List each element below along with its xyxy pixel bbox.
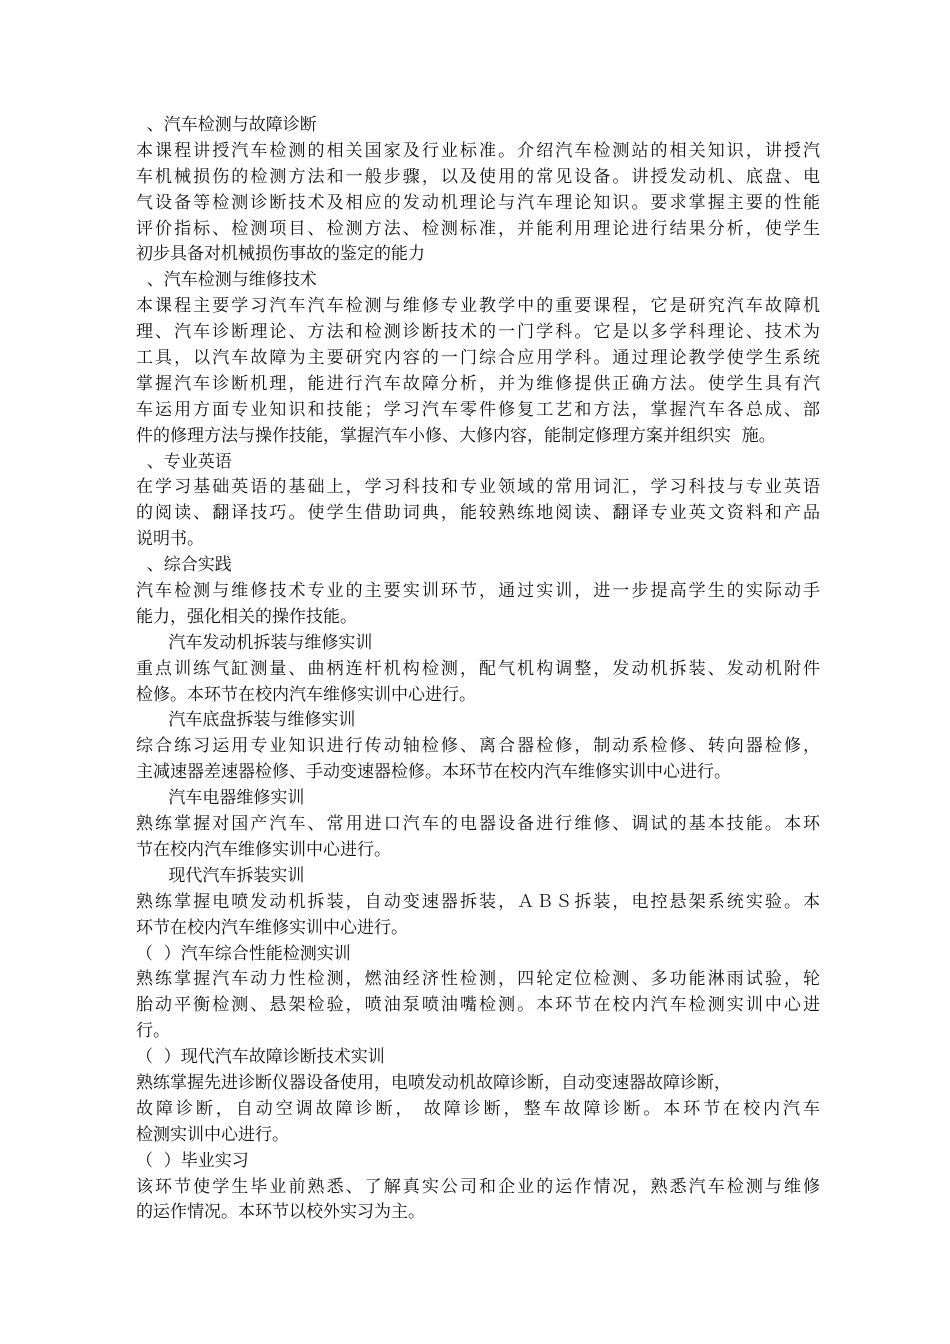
section-heading: 、汽车检测与维修技术 bbox=[136, 270, 317, 291]
paragraph-line: 该环节使学生毕业前熟悉、了解真实公司和企业的运作情况，熟悉汽车检测与维修 bbox=[136, 1176, 820, 1197]
paragraph-line: 熟练掌握电喷发动机拆装，自动变速器拆装，ＡＢＳ拆装，电控悬架系统实验。本 bbox=[136, 891, 820, 912]
paragraph-line: 本课程讲授汽车检测的相关国家及行业标准。介绍汽车检测站的相关知识，讲授汽 bbox=[136, 140, 820, 161]
section-heading: 汽车发动机拆装与维修实训 bbox=[136, 632, 373, 653]
section-heading: 汽车电器维修实训 bbox=[136, 788, 305, 809]
paragraph-line: 的运作情况。本环节以校外实习为主。 bbox=[136, 1202, 425, 1223]
section-heading: （ ）现代汽车故障诊断技术实训 bbox=[136, 1047, 385, 1068]
document-body bbox=[136, 113, 820, 1226]
paragraph-line: 胎动平衡检测、悬架检验，喷油泵喷油嘴检测。本环节在校内汽车检测实训中心进 bbox=[136, 995, 820, 1016]
paragraph-line: 车机械损伤的检测方法和一般步骤，以及使用的常见设备。讲授发动机、底盘、电 bbox=[136, 166, 820, 187]
section bbox=[136, 1149, 820, 1227]
section bbox=[136, 786, 820, 864]
paragraph-line: 件的修理方法与操作技能，掌握汽车小修、大修内容，能制定修理方案并组织实 施。 bbox=[136, 425, 776, 446]
paragraph-line: 掌握汽车诊断机理，能进行汽车故障分析，并为维修提供正确方法。使学生具有汽 bbox=[136, 373, 820, 394]
section bbox=[136, 1045, 820, 1149]
paragraph-line: 熟练掌握先进诊断仪器设备使用，电喷发动机故障诊断，自动变速器故障诊断， bbox=[136, 1072, 731, 1093]
section bbox=[136, 553, 820, 631]
paragraph-line: 行。 bbox=[136, 1021, 170, 1042]
paragraph-line: 重点训练气缸测量、曲柄连杆机构检测，配气机构调整，发动机拆装、发动机附件 bbox=[136, 658, 820, 679]
paragraph-line: 评价指标、检测项目、检测方法、检测标准，并能利用理论进行结果分析，使学生 bbox=[136, 218, 820, 239]
paragraph-line: 气设备等检测诊断技术及相应的发动机理论与汽车理论知识。要求掌握主要的性能 bbox=[136, 192, 820, 213]
paragraph-line: 检修。本环节在校内汽车维修实训中心进行。 bbox=[136, 684, 476, 705]
section bbox=[136, 450, 820, 554]
section-heading: （ ）毕业实习 bbox=[136, 1150, 249, 1171]
paragraph-line: 本课程主要学习汽车汽车检测与维修专业教学中的重要课程，它是研究汽车故障机 bbox=[136, 296, 820, 317]
section bbox=[136, 942, 820, 1046]
section bbox=[136, 631, 820, 709]
section-heading: 、专业英语 bbox=[136, 451, 232, 472]
paragraph-line: 的阅读、翻译技巧。使学生借助词典，能较熟练地阅读、翻译专业英文资料和产品 bbox=[136, 503, 820, 524]
paragraph-line: 在学习基础英语的基础上，学习科技和专业领域的常用词汇，学习科技与专业英语 bbox=[136, 477, 820, 498]
paragraph-line: 综合练习运用专业知识进行传动轴检修、离合器检修，制动系检修、转向器检修， bbox=[136, 736, 820, 757]
paragraph-line: 检测实训中心进行。 bbox=[136, 1124, 289, 1145]
paragraph-line: 主减速器差速器检修、手动变速器检修。本环节在校内汽车维修实训中心进行。 bbox=[136, 762, 731, 783]
section-heading: 现代汽车拆装实训 bbox=[136, 865, 305, 886]
paragraph-line: 车运用方面专业知识和技能；学习汽车零件修复工艺和方法，掌握汽车各总成、部 bbox=[136, 399, 820, 420]
paragraph-line: 环节在校内汽车维修实训中心进行。 bbox=[136, 917, 408, 938]
section-heading: （ ）汽车综合性能检测实训 bbox=[136, 943, 351, 964]
section bbox=[136, 113, 820, 268]
paragraph-line: 理、汽车诊断理论、方法和检测诊断技术的一门学科。它是以多学科理论、技术为 bbox=[136, 322, 820, 343]
paragraph-line: 熟练掌握对国产汽车、常用进口汽车的电器设备进行维修、调试的基本技能。本环 bbox=[136, 814, 820, 835]
paragraph-line: 工具，以汽车故障为主要研究内容的一门综合应用学科。通过理论教学使学生系统 bbox=[136, 348, 820, 369]
section-heading: 、汽车检测与故障诊断 bbox=[136, 115, 317, 135]
section-heading: 汽车底盘拆装与维修实训 bbox=[136, 710, 356, 731]
paragraph-line: 熟练掌握汽车动力性检测，燃油经济性检测，四轮定位检测、多功能淋雨试验，轮 bbox=[136, 969, 820, 990]
section bbox=[136, 708, 820, 786]
paragraph-line: 节在校内汽车维修实训中心进行。 bbox=[136, 839, 391, 860]
paragraph-line: 能力，强化相关的操作技能。 bbox=[136, 606, 357, 627]
section bbox=[136, 268, 820, 449]
paragraph-line: 初步具备对机械损伤事故的鉴定的能力 bbox=[136, 244, 425, 265]
paragraph-line: 汽车检测与维修技术专业的主要实训环节，通过实训，进一步提高学生的实际动手 bbox=[136, 581, 820, 602]
section bbox=[136, 864, 820, 942]
section-heading: 、综合实践 bbox=[136, 555, 232, 576]
paragraph-line: 故障诊断，自动空调故障诊断， 故障诊断，整车故障诊断。本环节在校内汽车 bbox=[136, 1098, 820, 1119]
paragraph-line: 说明书。 bbox=[136, 529, 204, 550]
